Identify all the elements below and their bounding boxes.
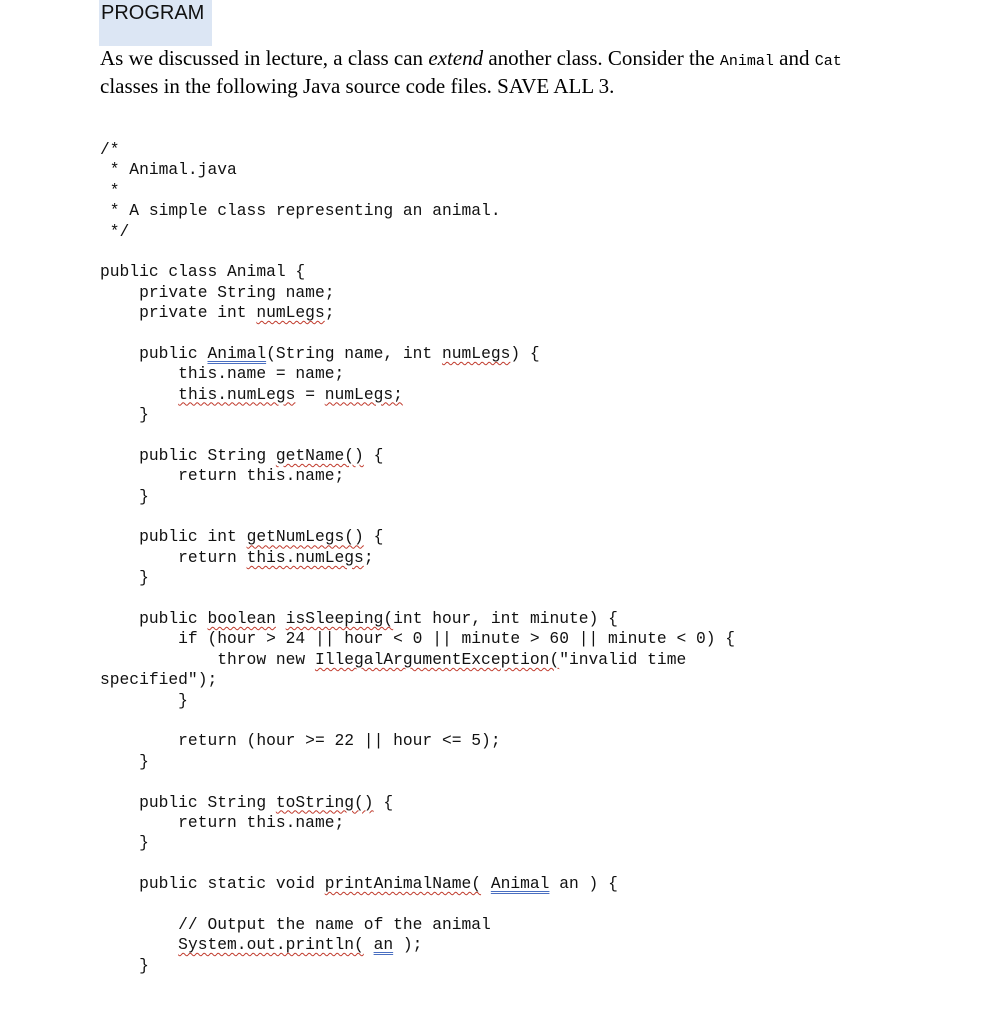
code-line: * xyxy=(100,180,120,200)
spellcheck-mark: getName() xyxy=(275,445,364,465)
spellcheck-mark: this.numLegs xyxy=(178,384,296,404)
code-line xyxy=(100,324,735,344)
code-line: return (hour >= 22 || hour <= 5); xyxy=(100,731,501,751)
code-line: System.out.println( an ); xyxy=(178,935,423,955)
code-line: * Animal.java xyxy=(100,160,237,180)
code-line: return this.name; xyxy=(100,466,345,486)
code-line xyxy=(100,425,735,445)
code-line: } xyxy=(100,751,149,771)
intro-paragraph xyxy=(100,46,900,98)
code-line xyxy=(100,854,735,874)
code-line: if (hour > 24 || hour < 0 || minute > 60 || minute < 0) { xyxy=(100,629,736,649)
intro-text-3: and xyxy=(773,46,815,70)
spellcheck-mark: isSleeping( xyxy=(285,608,394,628)
code-line: /* xyxy=(100,140,120,159)
code-line: } xyxy=(100,833,149,853)
code-line: public static void printAnimalName( Animal an ) { xyxy=(100,874,618,894)
spellcheck-mark: an xyxy=(373,935,394,955)
code-line: specified"); xyxy=(100,670,218,690)
code-line xyxy=(100,589,735,609)
spellcheck-mark: IllegalArgumentException( xyxy=(314,649,560,669)
code-line: return this.numLegs; xyxy=(100,547,374,567)
code-line: public boolean isSleeping(int hour, int minute) { xyxy=(100,608,618,628)
code-line: public int getNumLegs() { xyxy=(100,527,384,547)
code-line xyxy=(100,711,735,731)
code-line: } xyxy=(100,405,149,425)
spellcheck-mark: toString() xyxy=(275,792,374,812)
spellcheck-mark: Animal xyxy=(490,874,550,894)
code-line: public String getName() { xyxy=(100,445,384,465)
code-line: */ xyxy=(100,221,130,241)
code-line: private int numLegs; xyxy=(100,303,335,323)
code-line: } xyxy=(100,955,149,975)
code-line: } xyxy=(100,486,149,506)
code-block xyxy=(100,140,735,976)
code-line: } xyxy=(100,690,188,710)
code-line xyxy=(100,894,735,914)
spellcheck-mark: numLegs xyxy=(441,343,511,363)
code-line: // Output the name of the animal xyxy=(100,914,491,934)
code-line: this.name = name; xyxy=(100,364,345,384)
spellcheck-mark: numLegs xyxy=(256,303,325,323)
code-line: public Animal(String name, int numLegs) { xyxy=(100,343,540,363)
code-line: } xyxy=(100,568,149,588)
spellcheck-mark: boolean xyxy=(207,608,276,628)
code-line: public String toString() { xyxy=(100,792,394,812)
page-heading: PROGRAM xyxy=(101,2,205,24)
spellcheck-mark: numLegs; xyxy=(324,384,403,404)
code-line: return this.name; xyxy=(100,812,345,832)
intro-text-2: another class. Consider the xyxy=(483,46,720,70)
code-line: this.numLegs = numLegs; xyxy=(178,384,403,404)
code-line: private String name; xyxy=(100,282,335,302)
spellcheck-mark: System.out.println( xyxy=(178,935,364,955)
intro-code-cat: Cat xyxy=(814,53,842,70)
code-line xyxy=(100,242,735,262)
code-line: throw new IllegalArgumentException("invalid time xyxy=(100,649,687,669)
spellcheck-mark: Animal xyxy=(207,343,267,363)
code-line: * A simple class representing an animal. xyxy=(100,201,501,221)
intro-text-1: As we discussed in lecture, a class can xyxy=(100,46,429,70)
code-line xyxy=(100,507,735,527)
spellcheck-mark: getNumLegs() xyxy=(246,527,364,547)
code-line: public class Animal { xyxy=(100,262,306,282)
intro-text-4: classes in the following Java source code files. SAVE ALL 3. xyxy=(100,74,615,98)
intro-code-animal: Animal xyxy=(719,53,774,70)
spellcheck-mark: printAnimalName( xyxy=(324,874,482,894)
intro-emphasis: extend xyxy=(428,46,484,70)
code-line xyxy=(100,772,735,792)
spellcheck-mark: this.numLegs xyxy=(246,547,364,567)
